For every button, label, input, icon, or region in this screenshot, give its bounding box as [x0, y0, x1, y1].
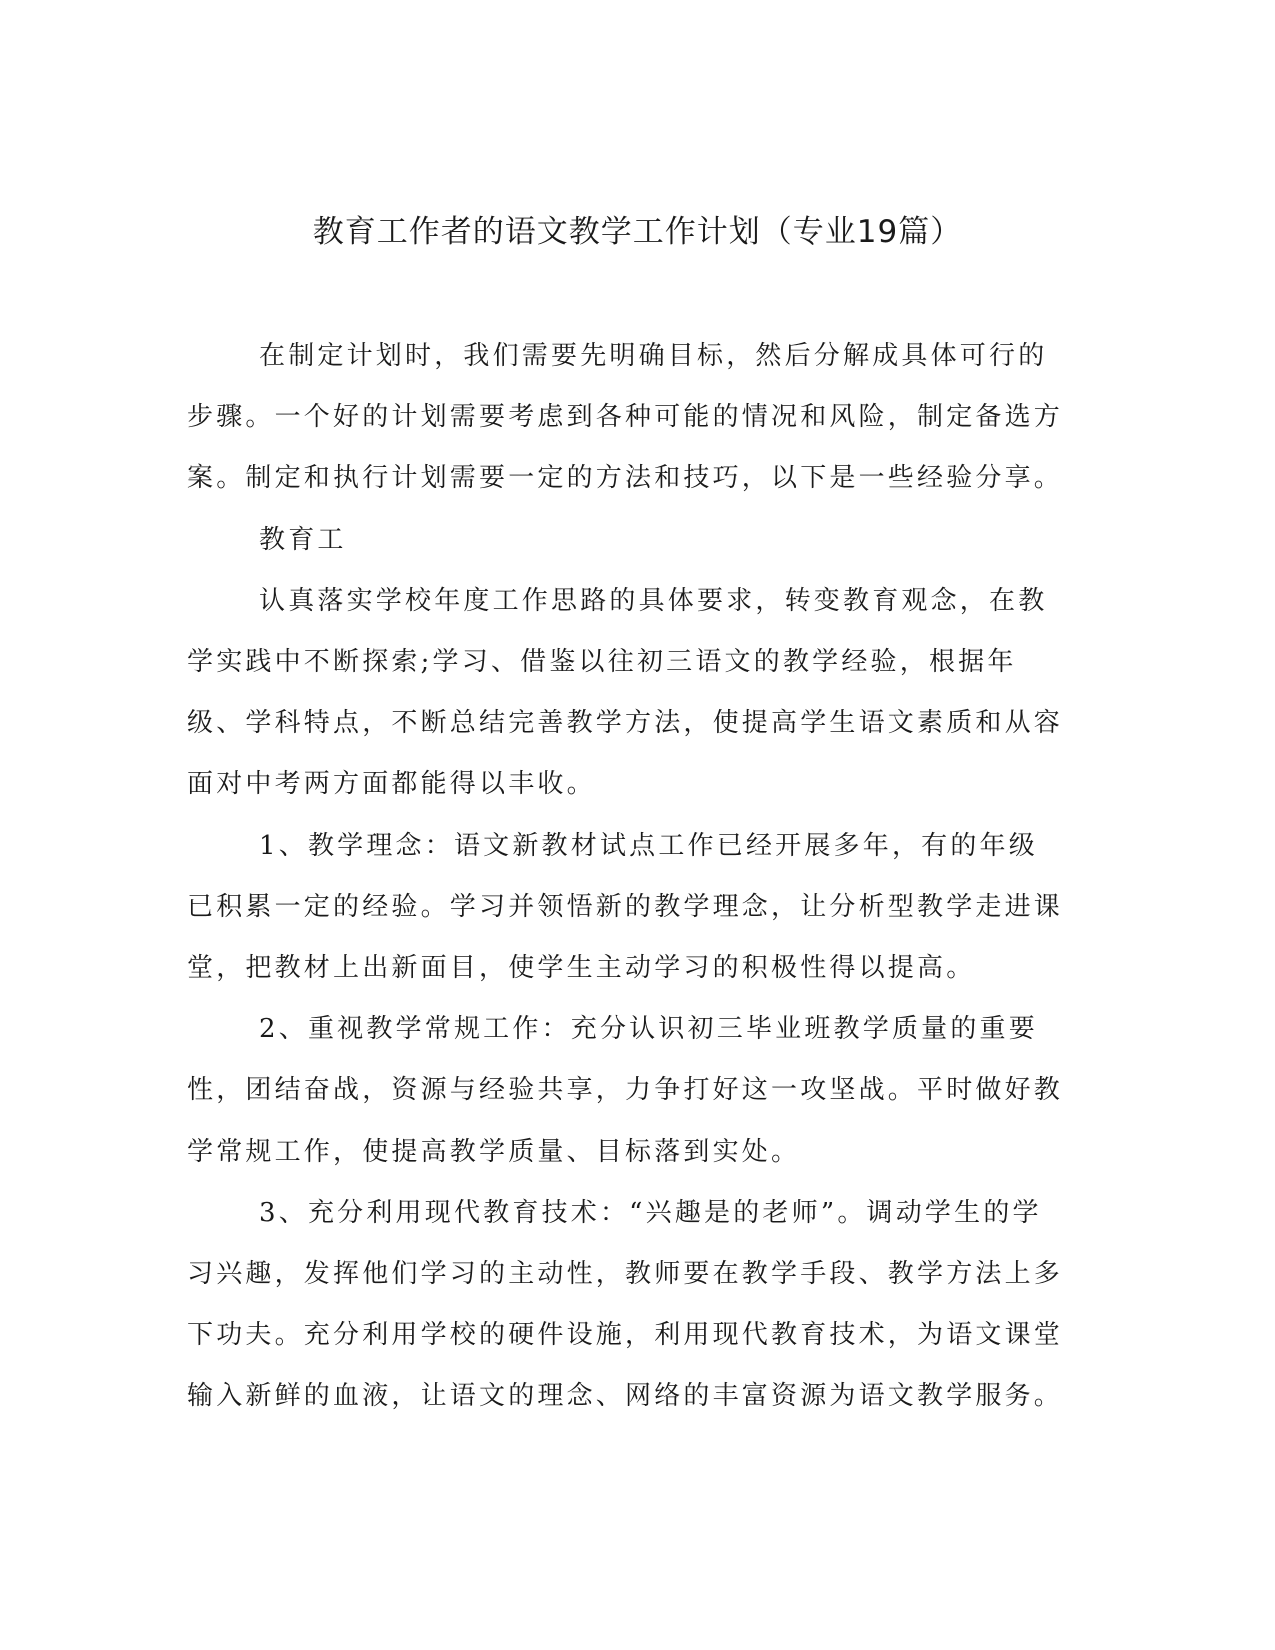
paragraph-overview: 认真落实学校年度工作思路的具体要求，转变教育观念，在教学实践中不断探索;学习、借鉴以往初三语文的教学经验，根据年级、学科特点，不断总结完善教学方法，使提高学生语文素质和从容面对中考两方面都能得以丰收。	[187, 585, 1064, 800]
paragraph-item-3: 3、充分利用现代教育技术：“兴趣是的老师”。调动学生的学习兴趣，发挥他们学习的主动性，教师要在教学手段、教学方法上多下功夫。充分利用学校的硬件设施，利用现代教育技术，为语文课堂输入新鲜的血液，让语文的理念、网络的丰富资源为语文教学服务。	[187, 1197, 1064, 1412]
paragraph-item-1: 1、教学理念：语文新教材试点工作已经开展多年，有的年级已积累一定的经验。学习并领悟新的教学理念，让分析型教学走进课堂，把教材上出新面目，使学生主动学习的积极性得以提高。	[187, 830, 1064, 984]
paragraph-heading: 教育工	[259, 524, 347, 555]
document-body	[187, 326, 1067, 1428]
document-title: 教育工作者的语文教学工作计划（专业19篇）	[312, 214, 963, 250]
paragraph-intro: 在制定计划时，我们需要先明确目标，然后分解成具体可行的步骤。一个好的计划需要考虑到各种可能的情况和风险，制定备选方案。制定和执行计划需要一定的方法和技巧，以下是一些经验分享。	[187, 341, 1064, 494]
paragraph-item-2: 2、重视教学常规工作：充分认识初三毕业班教学质量的重要性，团结奋战，资源与经验共享，力争打好这一攻坚战。平时做好教学常规工作，使提高教学质量、目标落到实处。	[187, 1014, 1064, 1167]
